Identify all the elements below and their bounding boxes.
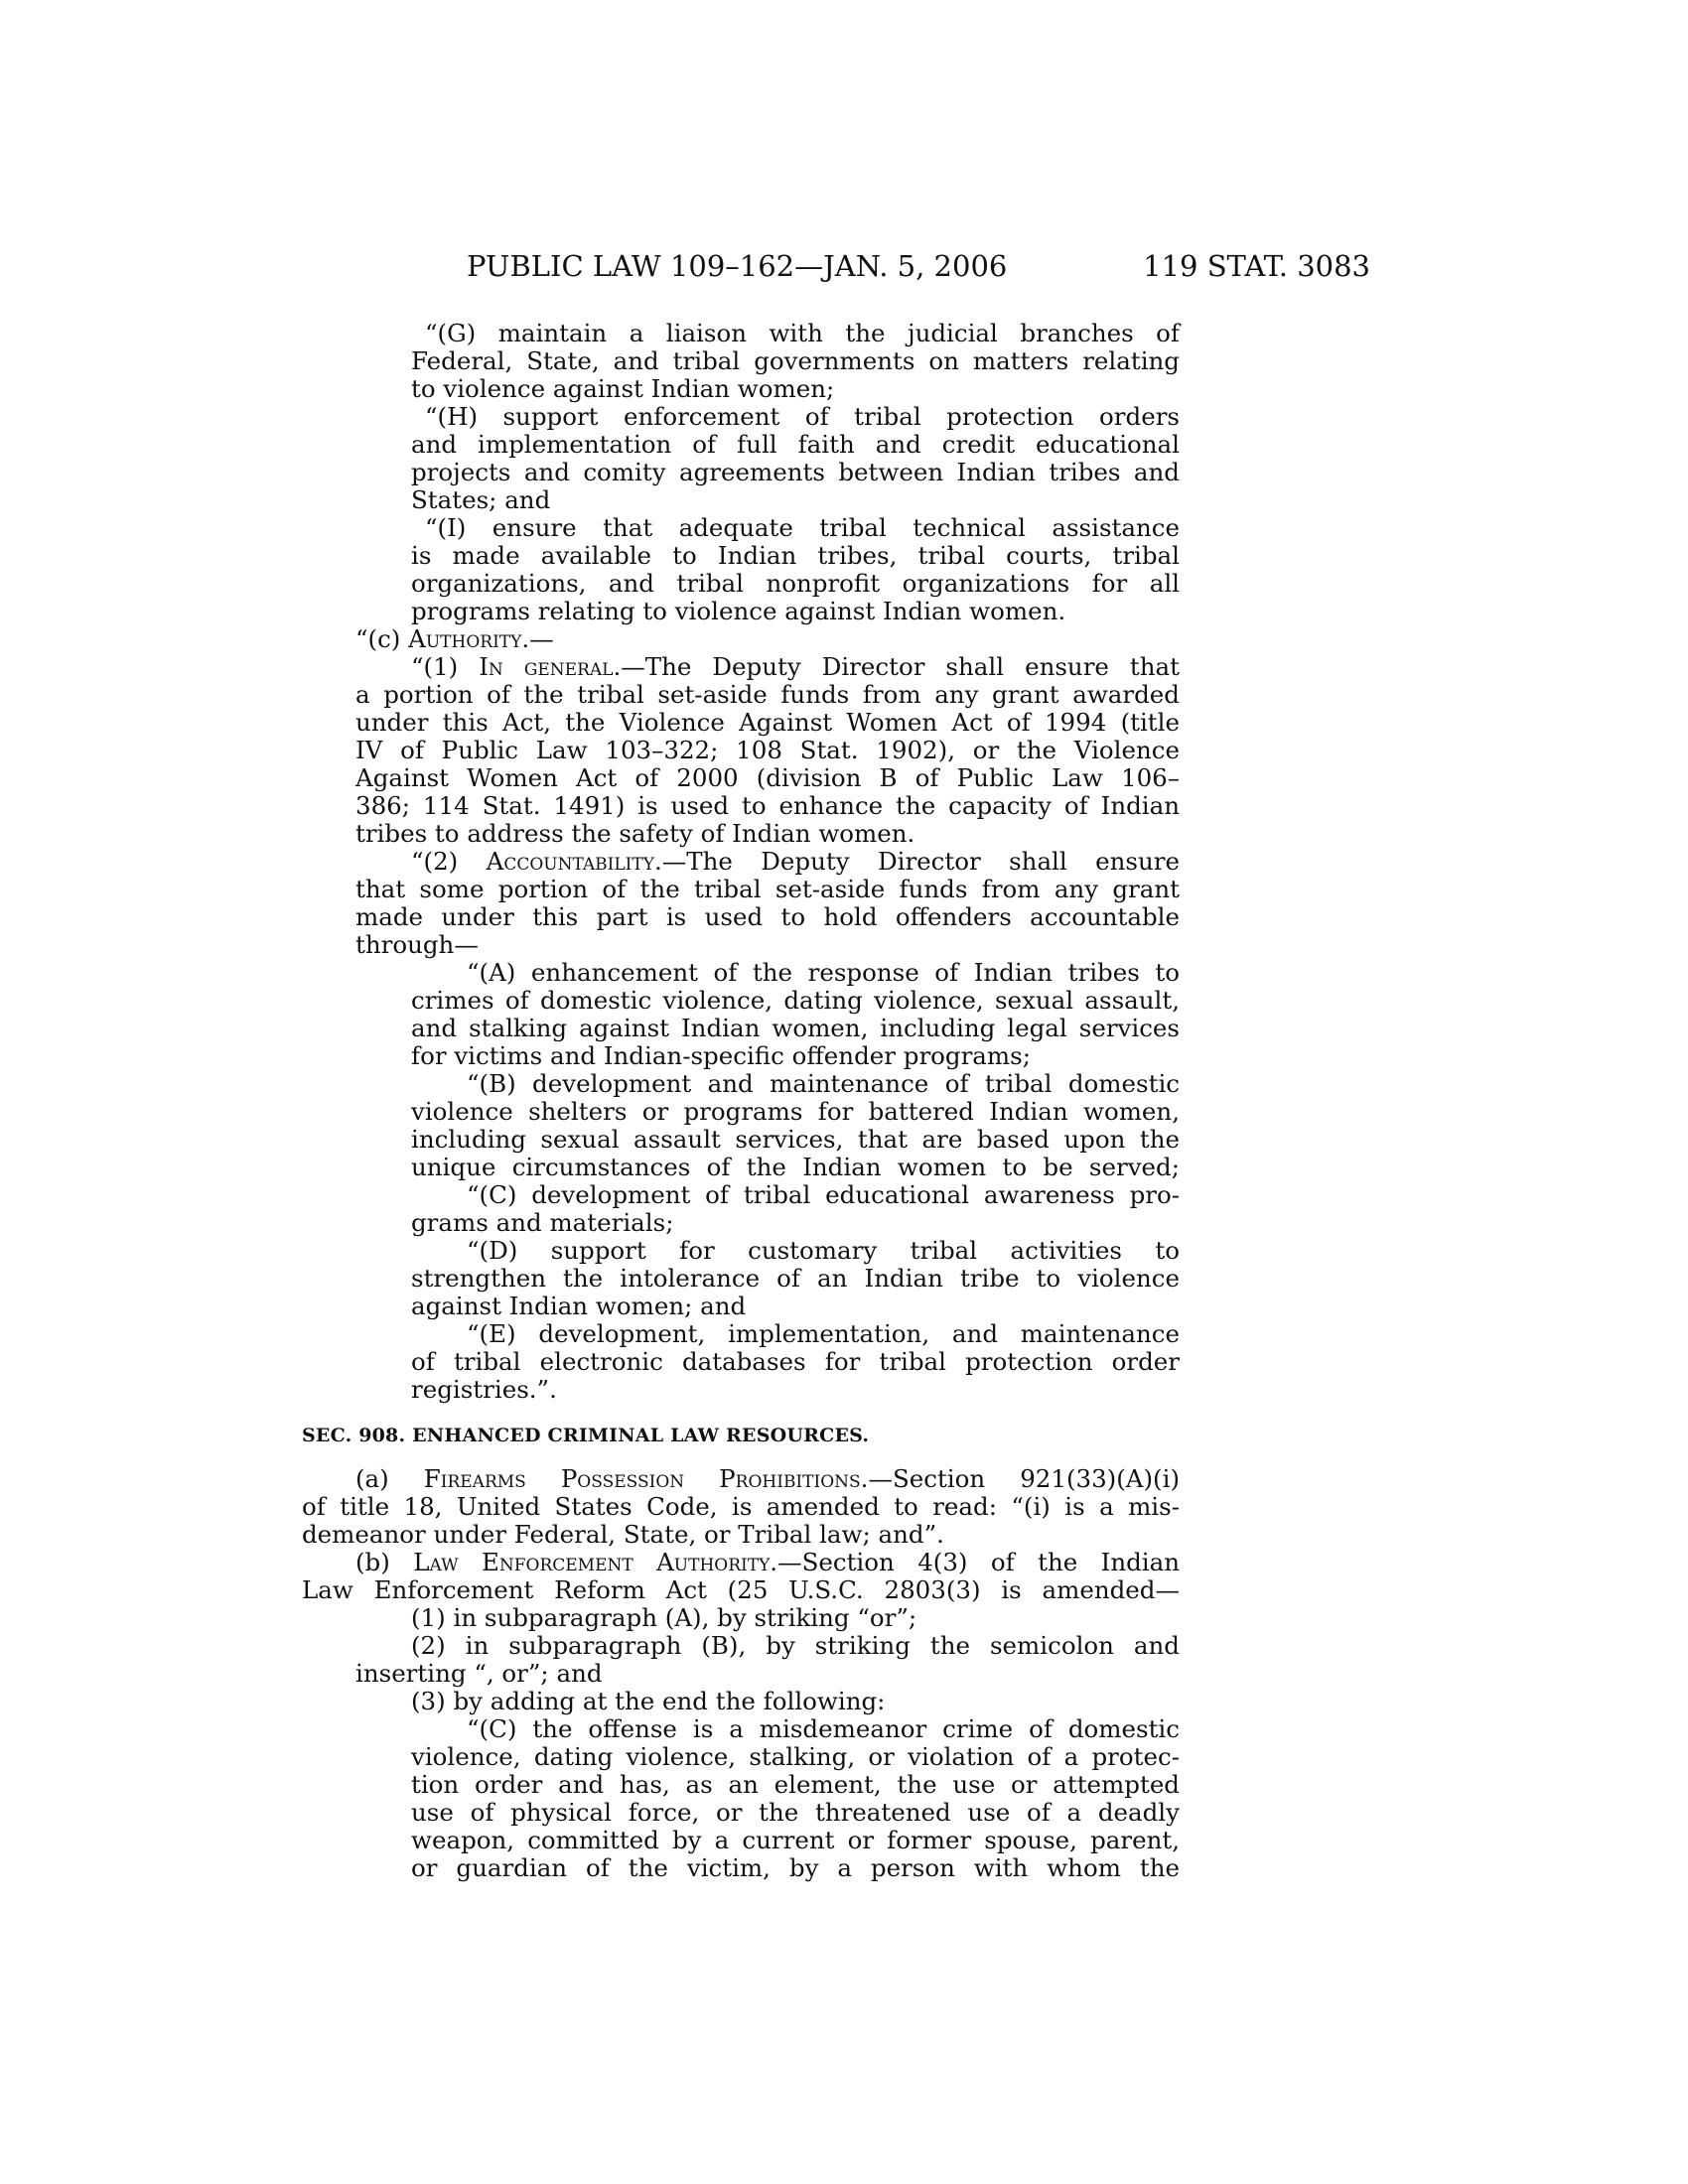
text-line: unique circumstances of the Indian women to be served; <box>411 1153 1180 1181</box>
text-line: (b) Law Enforcement Authority.—Section 4(3) of the Indian <box>355 1548 1181 1576</box>
text-line: (3) by adding at the end the following: <box>411 1687 886 1715</box>
text-line: organizations, and tribal nonprofit organizations for all <box>411 569 1180 598</box>
text-line: to violence against Indian women; <box>411 374 835 403</box>
text-line: “(C) the offense is a misdemeanor crime of domestic <box>467 1714 1180 1743</box>
text-line: through— <box>355 930 479 959</box>
text-line: made under this part is used to hold offenders accountable <box>355 902 1180 931</box>
text-line: tion order and has, as an element, the use or attempted <box>411 1770 1180 1799</box>
text-line: a portion of the tribal set-aside funds from any grant awarded <box>355 680 1180 709</box>
text-line: demeanor under Federal, State, or Tribal law; and”. <box>302 1520 944 1549</box>
text-line: “(G) maintain a liaison with the judicial branches of <box>425 319 1180 347</box>
page-header <box>467 246 1370 286</box>
text-line: inserting “, or”; and <box>355 1659 603 1688</box>
text-line: “(1) In general.—The Deputy Director shall ensure that <box>411 652 1180 681</box>
text-line: strengthen the intolerance of an Indian tribe to violence <box>411 1264 1180 1293</box>
text-line: use of physical force, or the threatened use of a deadly <box>411 1798 1180 1827</box>
text-line: of tribal electronic databases for tribal protection order <box>411 1347 1180 1376</box>
text-line: grams and materials; <box>411 1208 674 1237</box>
text-line: violence shelters or programs for battered Indian women, <box>411 1097 1180 1126</box>
text-line: “(2) Accountability.—The Deputy Director shall ensure <box>411 847 1180 876</box>
text-line: registries.”. <box>411 1375 557 1404</box>
text-line: “(E) development, implementation, and maintenance <box>467 1319 1180 1348</box>
text-line: for victims and Indian-specific offender programs; <box>411 1041 1031 1070</box>
text-line: Law Enforcement Reform Act (25 U.S.C. 2803(3) is amended— <box>302 1575 1180 1604</box>
text-line: that some portion of the tribal set-aside funds from any grant <box>355 875 1180 903</box>
text-line: crimes of domestic violence, dating violence, sexual assault, <box>411 986 1180 1015</box>
text-line: Federal, State, and tribal governments on matters relating <box>411 346 1180 375</box>
text-line: or guardian of the victim, by a person with whom the <box>411 1853 1180 1882</box>
text-line: “(I) ensure that adequate tribal technical assistance <box>425 513 1180 542</box>
section-heading: SEC. 908. ENHANCED CRIMINAL LAW RESOURCES. <box>302 1425 870 1446</box>
text-line: programs relating to violence against Indian women. <box>411 597 1066 625</box>
text-line: (2) in subparagraph (B), by striking the semicolon and <box>411 1631 1180 1660</box>
text-line: under this Act, the Violence Against Women Act of 1994 (title <box>355 708 1180 737</box>
text-line: weapon, committed by a current or former spouse, parent, <box>411 1826 1180 1854</box>
text-line: including sexual assault services, that are based upon the <box>411 1125 1180 1154</box>
text-line: projects and comity agreements between Indian tribes and <box>411 458 1180 486</box>
text-line: “(D) support for customary tribal activities to <box>467 1236 1180 1265</box>
page-stat-number: 119 STAT. 3083 <box>1143 249 1370 283</box>
text-line: against Indian women; and <box>411 1292 747 1320</box>
text-line: “(A) enhancement of the response of Indian tribes to <box>467 958 1180 987</box>
text-line: (a) Firearms Possession Prohibitions.—Section 921(33)(A)(i) <box>355 1464 1181 1493</box>
text-line: “(C) development of tribal educational awareness pro- <box>467 1180 1180 1209</box>
text-line: of title 18, United States Code, is amended to read: “(i) is a mis- <box>302 1492 1180 1521</box>
text-line: 386; 114 Stat. 1491) is used to enhance the capacity of Indian <box>355 791 1180 820</box>
text-line: and implementation of full faith and credit educational <box>411 430 1180 459</box>
text-line: and stalking against Indian women, including legal services <box>411 1014 1180 1042</box>
text-line: violence, dating violence, stalking, or violation of a protec- <box>411 1742 1180 1771</box>
text-line: “(H) support enforcement of tribal protection orders <box>425 402 1180 431</box>
text-line: States; and <box>411 485 551 514</box>
running-head-title: PUBLIC LAW 109–162—JAN. 5, 2006 <box>467 249 1008 283</box>
text-line: “(B) development and maintenance of tribal domestic <box>467 1069 1180 1098</box>
text-line: is made available to Indian tribes, tribal courts, tribal <box>411 541 1180 570</box>
text-line: tribes to address the safety of Indian women. <box>355 819 915 848</box>
text-line: (1) in subparagraph (A), by striking “or”; <box>411 1603 917 1632</box>
subsection-heading: “(c) Authority.— <box>355 624 554 653</box>
text-line: Against Women Act of 2000 (division B of Public Law 106– <box>355 763 1180 792</box>
text-line: IV of Public Law 103–322; 108 Stat. 1902), or the Violence <box>355 736 1180 764</box>
